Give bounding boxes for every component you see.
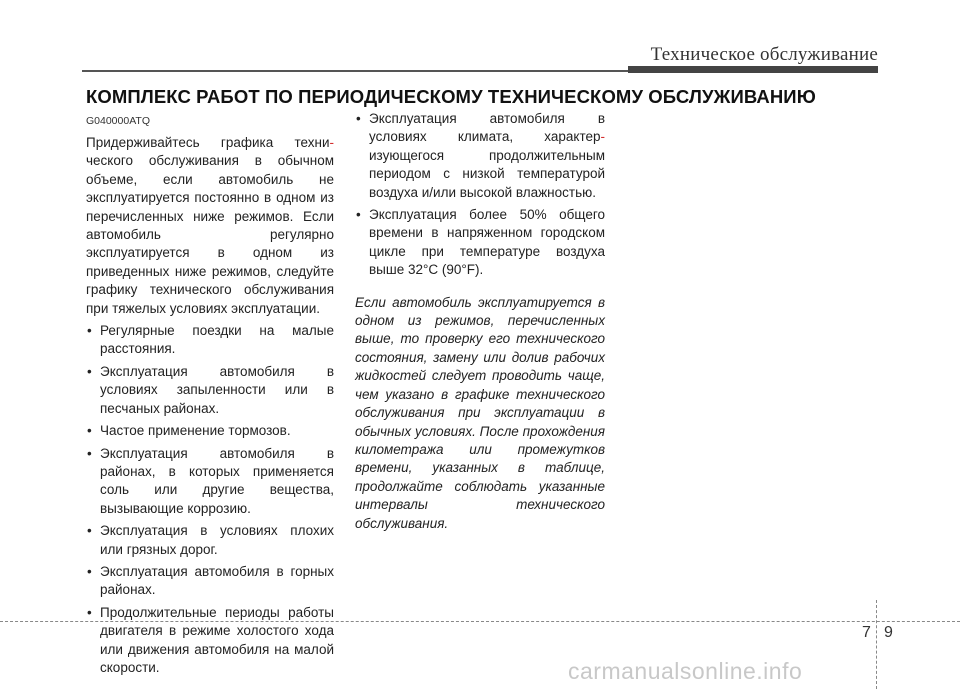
list-item: • Продолжительные периоды работы двигателя в режиме холостого хода или движения автомобиля на малой скорости. — [86, 604, 334, 678]
footer-rule — [0, 621, 960, 622]
section-header-title: Техническое обслуживание — [650, 44, 878, 65]
intro-paragraph — [86, 134, 334, 318]
watermark-text: carmanualsonline.info — [568, 658, 803, 684]
list-item: • Эксплуатация автомобиля в условиях запыленности или в песчаных районах. — [86, 363, 334, 418]
intro-text-part-1: Придерживайтесь графика техни — [86, 135, 330, 150]
bullet-text-part-2: изующегося продолжительным периодом с низкой температурой воздуха и/или высокой влажностью. — [369, 147, 605, 200]
list-item — [355, 110, 605, 202]
right-column — [355, 110, 605, 533]
condition-list-continued — [355, 110, 605, 280]
list-item: • Эксплуатация более 50% общего времени в напряженном городском цикле при температуре воздуха выше 32°C (90°F). — [355, 206, 605, 280]
list-item: • Эксплуатация автомобиля в горных районах. — [86, 563, 334, 600]
left-column — [86, 110, 334, 681]
page-heading: КОМПЛЕКС РАБОТ ПО ПЕРИОДИЧЕСКОМУ ТЕХНИЧЕСКОМУ ОБСЛУЖИВАНИЮ — [86, 86, 816, 107]
document-code: G040000ATQ — [86, 115, 151, 127]
list-item: • Частое применение тормозов. — [86, 422, 334, 440]
header-rule — [82, 70, 630, 72]
page-number-separator — [876, 600, 877, 689]
hyphen-mark: - — [600, 129, 605, 145]
list-item: • Регулярные поездки на малые расстояния. — [86, 322, 334, 359]
hyphen-mark: - — [329, 135, 334, 150]
condition-list — [86, 322, 334, 677]
italic-note: Если автомобиль эксплуатируется в одном из режимов, перечисленных выше, то проверку его технического состояния, замену или долив рабочих жидкостей следует проводить чаще, чем указано в графике технического обслуживания при эксплуатации в обычных условиях. После прохождения километража или промежутков времени, указанных в таблице, продолжайте соблюдать указанные интервалы технического обслуживания. — [355, 294, 605, 531]
list-item: • Эксплуатация в условиях плохих или грязных дорог. — [86, 522, 334, 559]
page-number: 9 — [884, 624, 893, 641]
list-item: • Эксплуатация автомобиля в районах, в которых применяется соль или другие вещества, вызывающие коррозию. — [86, 445, 334, 519]
header-rule-accent — [628, 66, 878, 73]
intro-text-part-2: ческого обслуживания в обычном объеме, если автомобиль не эксплуатируется постоянно в одном из перечисленных ниже режимов. Если автомобиль регулярно эксплуатируется в одном из приведенных ниже режимов, следуйте графику технического обслуживания при тяжелых условиях эксплуатации. — [86, 153, 334, 316]
page-chapter-number: 7 — [862, 624, 871, 641]
bullet-text-part-1: Эксплуатация автомобиля в условиях климата, характер — [369, 111, 605, 145]
